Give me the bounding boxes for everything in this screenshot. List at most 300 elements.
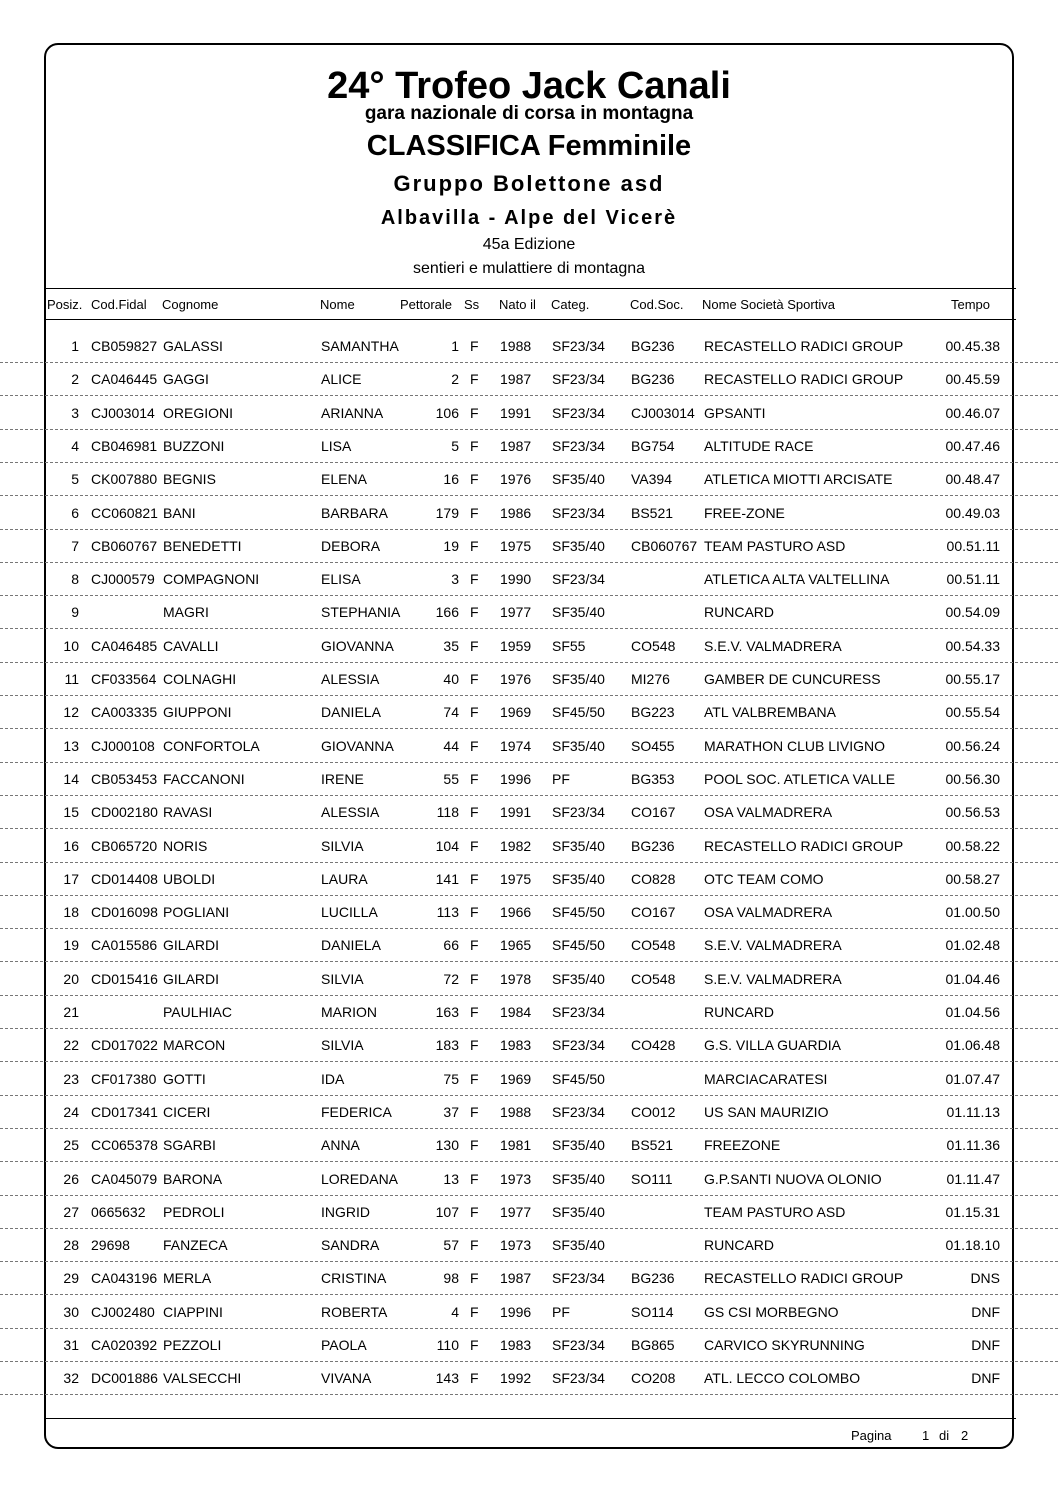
table-row <box>0 1196 1058 1229</box>
cell-nato-il: 1991 <box>500 804 532 821</box>
cell-cod-fidal: CB046981 <box>91 437 158 454</box>
cell-societa: TEAM PASTURO ASD <box>704 1203 846 1220</box>
cell-sesso: F <box>470 737 479 754</box>
cell-societa: RUNCARD <box>704 604 774 621</box>
cell-pettorale: 118 <box>436 804 459 821</box>
cell-categ: SF55 <box>552 637 586 654</box>
cell-sesso: F <box>470 1137 479 1154</box>
cell-posiz: 20 <box>63 970 79 987</box>
cell-cod-fidal: CA015586 <box>91 937 158 954</box>
cell-cod-fidal: CJ000579 <box>91 571 155 588</box>
cell-cod-fidal: CD015416 <box>91 970 158 987</box>
cell-sesso: F <box>470 1303 479 1320</box>
table-row <box>0 630 1058 663</box>
cell-categ: SF35/40 <box>552 870 605 887</box>
cell-nome: ELISA <box>321 571 361 588</box>
cell-nome: GIOVANNA <box>321 737 394 754</box>
table-row <box>0 430 1058 463</box>
cell-nome: SILVIA <box>321 1037 364 1054</box>
cell-sesso: F <box>470 1237 479 1254</box>
cell-cod-fidal: CB053453 <box>91 770 158 787</box>
cell-tempo: 00.56.24 <box>945 737 1000 754</box>
cell-cod-soc: SO455 <box>631 737 675 754</box>
cell-posiz: 2 <box>71 371 79 388</box>
cell-cognome: MARCON <box>163 1037 226 1054</box>
cell-sesso: F <box>470 1004 479 1020</box>
table-row <box>0 763 1058 796</box>
cell-tempo: 01.18.10 <box>945 1237 1000 1254</box>
page-label: Pagina <box>851 1428 892 1443</box>
cell-cod-soc: BG236 <box>631 371 675 388</box>
cell-nato-il: 1975 <box>500 870 532 887</box>
cell-cod-soc: BG236 <box>631 338 675 354</box>
table-row <box>0 996 1058 1029</box>
cell-categ: SF23/34 <box>552 1037 605 1054</box>
cell-categ: SF23/34 <box>552 437 605 454</box>
cell-cognome: GIUPPONI <box>163 704 232 721</box>
cell-nato-il: 1982 <box>500 837 532 854</box>
cell-societa: ATL VALBREMBANA <box>704 704 837 721</box>
cell-categ: PF <box>552 770 570 787</box>
cell-societa: G.P.SANTI NUOVA OLONIO <box>704 1170 882 1187</box>
cell-cognome: GALASSI <box>163 338 223 354</box>
cell-cod-soc: CO167 <box>631 804 676 821</box>
cell-posiz: 7 <box>71 537 79 554</box>
cell-nome: FEDERICA <box>321 1103 392 1120</box>
cell-cognome: CICERI <box>163 1103 211 1120</box>
cell-categ: SF35/40 <box>552 1170 605 1187</box>
cell-nato-il: 1996 <box>500 770 532 787</box>
cell-cod-fidal: CJ003014 <box>91 404 155 421</box>
cell-tempo: DNF <box>971 1303 1000 1320</box>
cell-sesso: F <box>470 537 479 554</box>
cell-societa: US SAN MAURIZIO <box>704 1103 829 1120</box>
cell-pettorale: 75 <box>443 1070 459 1087</box>
cell-nato-il: 1984 <box>500 1004 532 1020</box>
cell-pettorale: 98 <box>443 1270 459 1287</box>
cell-nato-il: 1966 <box>500 904 532 921</box>
cell-pettorale: 74 <box>443 704 459 721</box>
cell-nato-il: 1986 <box>500 504 532 521</box>
cell-societa: ALTITUDE RACE <box>704 437 814 454</box>
cell-societa: RECASTELLO RADICI GROUP <box>704 837 904 854</box>
cell-societa: TEAM PASTURO ASD <box>704 537 846 554</box>
cell-cognome: UBOLDI <box>163 870 216 887</box>
cell-tempo: 00.51.11 <box>946 537 1000 554</box>
cell-posiz: 16 <box>63 837 79 854</box>
table-row <box>0 1229 1058 1262</box>
cell-nome: SILVIA <box>321 970 364 987</box>
cell-cod-soc: CO828 <box>631 870 676 887</box>
cell-categ: SF35/40 <box>552 1237 605 1254</box>
cell-cognome: COLNAGHI <box>163 671 237 687</box>
cell-pettorale: 130 <box>435 1137 459 1154</box>
col-header-posiz: Posiz. <box>47 297 83 312</box>
cell-nato-il: 1969 <box>500 704 532 721</box>
col-header-cod-fidal: Cod.Fidal <box>91 297 147 312</box>
cell-nome: GIOVANNA <box>321 637 394 654</box>
cell-societa: OSA VALMADRERA <box>704 904 833 921</box>
cell-sesso: F <box>470 471 479 488</box>
cell-cod-fidal: CD002180 <box>91 804 158 821</box>
cell-posiz: 8 <box>71 571 79 588</box>
cell-cod-fidal: CC065378 <box>91 1137 158 1154</box>
cell-pettorale: 37 <box>443 1103 459 1120</box>
cell-cod-fidal: CA003335 <box>91 704 158 721</box>
cell-nato-il: 1973 <box>500 1237 532 1254</box>
table-row <box>0 863 1058 896</box>
cell-nato-il: 1987 <box>500 371 532 388</box>
cell-posiz: 4 <box>71 437 79 454</box>
cell-tempo: DNF <box>971 1370 1000 1387</box>
cell-societa: FREE-ZONE <box>704 504 785 521</box>
cell-societa: OTC TEAM COMO <box>704 870 824 887</box>
cell-cod-fidal: CC060821 <box>91 504 158 521</box>
cell-tempo: 01.07.47 <box>945 1070 1000 1087</box>
cell-sesso: F <box>470 1103 479 1120</box>
cell-nome: SILVIA <box>321 837 364 854</box>
cell-cod-soc: VA394 <box>631 471 672 488</box>
cell-cod-soc: CO012 <box>631 1103 676 1120</box>
cell-cod-fidal: 0665632 <box>91 1203 146 1220</box>
cell-nome: ELENA <box>321 471 367 488</box>
cell-categ: SF35/40 <box>552 471 605 488</box>
cell-cod-soc: BS521 <box>631 504 674 521</box>
cell-nome: ALICE <box>321 371 362 388</box>
cell-nome: VIVANA <box>321 1370 372 1387</box>
cell-categ: PF <box>552 1303 570 1320</box>
cell-cognome: PEDROLI <box>163 1203 225 1220</box>
cell-categ: SF35/40 <box>552 737 605 754</box>
cell-cognome: BUZZONI <box>163 437 225 454</box>
cell-pettorale: 1 <box>451 338 459 354</box>
table-row <box>0 463 1058 496</box>
cell-sesso: F <box>470 637 479 654</box>
cell-tempo: 00.54.33 <box>945 637 1000 654</box>
cell-cognome: FACCANONI <box>163 770 245 787</box>
cell-pettorale: 16 <box>443 471 459 488</box>
table-row <box>0 896 1058 929</box>
cell-pettorale: 110 <box>436 1337 459 1353</box>
cell-pettorale: 44 <box>443 737 459 754</box>
cell-nome: ALESSIA <box>321 804 380 821</box>
cell-posiz: 13 <box>63 737 79 754</box>
cell-nato-il: 1996 <box>500 1303 532 1320</box>
cell-nome: LAURA <box>321 870 368 887</box>
table-row <box>0 730 1058 763</box>
cell-sesso: F <box>470 671 479 687</box>
table-header <box>0 297 1058 317</box>
cell-pettorale: 13 <box>443 1170 459 1187</box>
table-row <box>0 663 1058 696</box>
cell-cod-fidal: CJ000108 <box>91 737 155 754</box>
table-row <box>0 696 1058 729</box>
cell-tempo: 01.02.48 <box>945 937 1000 954</box>
cell-cod-fidal: CJ002480 <box>91 1303 155 1320</box>
cell-posiz: 18 <box>63 904 79 921</box>
cell-nato-il: 1987 <box>500 437 532 454</box>
cell-nome: LOREDANA <box>321 1170 399 1187</box>
cell-cognome: GAGGI <box>163 371 209 388</box>
cell-sesso: F <box>470 1270 479 1287</box>
col-header-categ: Categ. <box>551 297 590 312</box>
cell-societa: FREEZONE <box>704 1137 781 1154</box>
cell-posiz: 1 <box>71 338 79 354</box>
cell-posiz: 21 <box>63 1004 79 1020</box>
cell-pettorale: 5 <box>451 437 459 454</box>
cell-sesso: F <box>470 770 479 787</box>
cell-sesso: F <box>470 804 479 821</box>
cell-cod-fidal: CB065720 <box>91 837 158 854</box>
col-header-nome: Nome <box>320 297 355 312</box>
cell-cognome: PEZZOLI <box>163 1337 222 1353</box>
table-row <box>0 1063 1058 1096</box>
cell-nato-il: 1983 <box>500 1037 532 1054</box>
table-row <box>0 596 1058 629</box>
cell-nome: LISA <box>321 437 352 454</box>
cell-cognome: GILARDI <box>163 970 220 987</box>
cell-cod-fidal: CF033564 <box>91 671 157 687</box>
cell-nome: INGRID <box>321 1203 370 1220</box>
col-header-sesso: Ss <box>464 297 480 312</box>
cell-pettorale: 104 <box>435 837 459 854</box>
cell-pettorale: 141 <box>435 870 459 887</box>
table-row <box>0 796 1058 829</box>
cell-cod-soc: CO428 <box>631 1037 676 1054</box>
cell-tempo: 01.04.56 <box>945 1004 1000 1020</box>
cell-sesso: F <box>470 404 479 421</box>
cell-posiz: 25 <box>63 1137 79 1154</box>
cell-cognome: MERLA <box>163 1270 212 1287</box>
cell-sesso: F <box>470 904 479 921</box>
cell-sesso: F <box>470 571 479 588</box>
cell-societa: MARATHON CLUB LIVIGNO <box>704 737 885 754</box>
cell-categ: SF35/40 <box>552 970 605 987</box>
col-header-tempo: Tempo <box>951 297 991 312</box>
cell-cognome: MAGRI <box>163 604 209 621</box>
cell-nato-il: 1959 <box>500 637 532 654</box>
cell-pettorale: 66 <box>443 937 459 954</box>
cell-nome: DANIELA <box>321 704 381 721</box>
ranking-title: CLASSIFICA Femminile <box>366 130 692 162</box>
cell-sesso: F <box>470 937 479 954</box>
cell-pettorale: 35 <box>443 637 459 654</box>
cell-societa: G.S. VILLA GUARDIA <box>704 1037 841 1054</box>
cell-cognome: RAVASI <box>163 804 213 821</box>
cell-categ: SF23/34 <box>552 338 605 354</box>
cell-sesso: F <box>470 970 479 987</box>
cell-cod-soc: BG223 <box>631 704 675 721</box>
cell-categ: SF45/50 <box>552 1070 605 1087</box>
cell-tempo: 01.11.47 <box>946 1170 1000 1187</box>
cell-cod-fidal: CB059827 <box>91 338 158 354</box>
cell-sesso: F <box>470 1337 479 1353</box>
col-header-pettorale: Pettorale <box>400 297 453 312</box>
cell-tempo: 01.06.48 <box>945 1037 1000 1054</box>
cell-categ: SF23/34 <box>552 1270 605 1287</box>
race-description: sentieri e mulattiere di montagna <box>412 260 646 277</box>
cell-pettorale: 163 <box>435 1004 459 1020</box>
cell-categ: SF23/34 <box>552 1004 605 1020</box>
cell-sesso: F <box>470 1070 479 1087</box>
cell-pettorale: 113 <box>436 904 459 921</box>
cell-cognome: VALSECCHI <box>163 1370 242 1387</box>
cell-nome: CRISTINA <box>321 1270 387 1287</box>
header-bottom-rule <box>45 319 1016 320</box>
cell-pettorale: 19 <box>443 537 459 554</box>
cell-tempo: 01.11.36 <box>946 1137 1000 1154</box>
cell-societa: RECASTELLO RADICI GROUP <box>704 371 904 388</box>
cell-tempo: 00.46.07 <box>945 404 1000 421</box>
cell-cognome: BANI <box>163 504 196 521</box>
cell-cod-soc: BG865 <box>631 1337 675 1353</box>
cell-nato-il: 1988 <box>500 338 532 354</box>
table-row <box>0 1296 1058 1329</box>
cell-cod-fidal: CA020392 <box>91 1337 158 1353</box>
cell-nato-il: 1977 <box>500 604 532 621</box>
cell-cognome: CAVALLI <box>163 637 219 654</box>
cell-pettorale: 106 <box>435 404 459 421</box>
cell-cod-soc: BG353 <box>631 770 675 787</box>
cell-cod-soc: CJ003014 <box>631 404 695 421</box>
cell-nato-il: 1991 <box>500 404 532 421</box>
table-row <box>0 1129 1058 1162</box>
cell-societa: GPSANTI <box>704 404 766 421</box>
cell-posiz: 29 <box>63 1270 79 1287</box>
cell-cod-soc: CO548 <box>631 637 676 654</box>
organizer-name: Gruppo Bolettone asd <box>393 171 665 196</box>
cell-nato-il: 1978 <box>500 970 532 987</box>
cell-posiz: 17 <box>63 870 79 887</box>
table-row <box>0 929 1058 962</box>
cell-sesso: F <box>470 371 479 388</box>
cell-categ: SF23/34 <box>552 371 605 388</box>
cell-pettorale: 40 <box>443 671 459 687</box>
cell-nome: SAMANTHA <box>321 338 399 354</box>
cell-categ: SF35/40 <box>552 1203 605 1220</box>
table-row <box>0 1029 1058 1062</box>
cell-cod-fidal: CA046445 <box>91 371 158 388</box>
cell-pettorale: 179 <box>435 504 459 521</box>
cell-tempo: 00.56.30 <box>945 770 1000 787</box>
cell-sesso: F <box>470 1170 479 1187</box>
cell-cognome: GOTTI <box>163 1070 206 1087</box>
cell-categ: SF35/40 <box>552 671 605 687</box>
cell-posiz: 22 <box>63 1037 79 1054</box>
cell-sesso: F <box>470 1037 479 1054</box>
cell-categ: SF23/34 <box>552 504 605 521</box>
cell-categ: SF35/40 <box>552 537 605 554</box>
cell-cognome: CIAPPINI <box>163 1303 223 1320</box>
table-row <box>0 830 1058 863</box>
cell-posiz: 12 <box>63 704 79 721</box>
cell-sesso: F <box>470 704 479 721</box>
cell-cod-fidal: 29698 <box>91 1237 130 1254</box>
cell-nato-il: 1976 <box>500 471 532 488</box>
cell-sesso: F <box>470 1203 479 1220</box>
cell-cognome: PAULHIAC <box>163 1004 232 1020</box>
cell-posiz: 27 <box>63 1203 79 1220</box>
cell-tempo: 00.45.59 <box>945 371 1000 388</box>
cell-cod-soc: CO548 <box>631 970 676 987</box>
cell-nato-il: 1973 <box>500 1170 532 1187</box>
table-row <box>0 497 1058 530</box>
cell-cod-fidal: CB060767 <box>91 537 158 554</box>
cell-societa: GS CSI MORBEGNO <box>704 1303 839 1320</box>
cell-pettorale: 3 <box>451 571 459 588</box>
cell-sesso: F <box>470 837 479 854</box>
cell-posiz: 32 <box>63 1370 79 1387</box>
cell-posiz: 31 <box>63 1337 79 1353</box>
cell-cod-soc: SO111 <box>631 1170 673 1187</box>
cell-categ: SF23/34 <box>552 804 605 821</box>
cell-tempo: 01.00.50 <box>945 904 1000 921</box>
cell-societa: POOL SOC. ATLETICA VALLE <box>704 770 896 787</box>
table-row <box>0 963 1058 996</box>
cell-categ: SF23/34 <box>552 1370 605 1387</box>
col-header-societa: Nome Società Sportiva <box>702 297 835 312</box>
cell-pettorale: 4 <box>451 1303 459 1320</box>
page-number: 1 <box>922 1428 930 1443</box>
cell-pettorale: 183 <box>435 1037 459 1054</box>
cell-posiz: 24 <box>63 1103 79 1120</box>
cell-societa: S.E.V. VALMADRERA <box>704 970 842 987</box>
cell-posiz: 14 <box>63 770 79 787</box>
cell-posiz: 9 <box>71 604 79 621</box>
cell-societa: RECASTELLO RADICI GROUP <box>704 338 904 354</box>
cell-posiz: 23 <box>63 1070 79 1087</box>
cell-societa: CARVICO SKYRUNNING <box>704 1337 865 1353</box>
cell-cod-fidal: CA046485 <box>91 637 158 654</box>
cell-nato-il: 1969 <box>500 1070 532 1087</box>
cell-societa: ATLETICA MIOTTI ARCISATE <box>704 471 893 488</box>
cell-sesso: F <box>470 338 479 354</box>
cell-tempo: 00.47.46 <box>945 437 1000 454</box>
cell-cognome: BEGNIS <box>163 471 216 488</box>
cell-cognome: GILARDI <box>163 937 220 954</box>
cell-posiz: 3 <box>71 404 79 421</box>
cell-cognome: SGARBI <box>163 1137 216 1154</box>
cell-tempo: 00.54.09 <box>945 604 1000 621</box>
cell-cognome: POGLIANI <box>163 904 230 921</box>
cell-cod-fidal: DC001886 <box>91 1370 158 1387</box>
header-top-rule <box>45 288 1016 289</box>
col-header-nato-il: Nato il <box>499 297 536 312</box>
cell-cod-soc: BS521 <box>631 1137 674 1154</box>
table-row <box>0 530 1058 563</box>
cell-cod-soc: MI276 <box>631 671 670 687</box>
cell-cod-fidal: CD017341 <box>91 1103 158 1120</box>
cell-cognome: OREGIONI <box>163 404 234 421</box>
cell-cognome: CONFORTOLA <box>163 737 260 754</box>
cell-posiz: 28 <box>63 1237 79 1254</box>
cell-posiz: 30 <box>63 1303 79 1320</box>
cell-cognome: NORIS <box>163 837 208 854</box>
cell-categ: SF45/50 <box>552 937 605 954</box>
cell-categ: SF23/34 <box>552 404 605 421</box>
cell-nato-il: 1981 <box>500 1137 532 1154</box>
cell-cod-fidal: CK007880 <box>91 471 158 488</box>
cell-nato-il: 1976 <box>500 671 532 687</box>
table-row <box>0 330 1058 363</box>
cell-societa: GAMBER DE CUNCURESS <box>704 671 881 687</box>
cell-nato-il: 1974 <box>500 737 532 754</box>
cell-cod-fidal: CA045079 <box>91 1170 158 1187</box>
cell-categ: SF35/40 <box>552 1137 605 1154</box>
cell-categ: SF23/34 <box>552 571 605 588</box>
cell-posiz: 11 <box>64 671 79 687</box>
cell-cod-soc: CO548 <box>631 937 676 954</box>
